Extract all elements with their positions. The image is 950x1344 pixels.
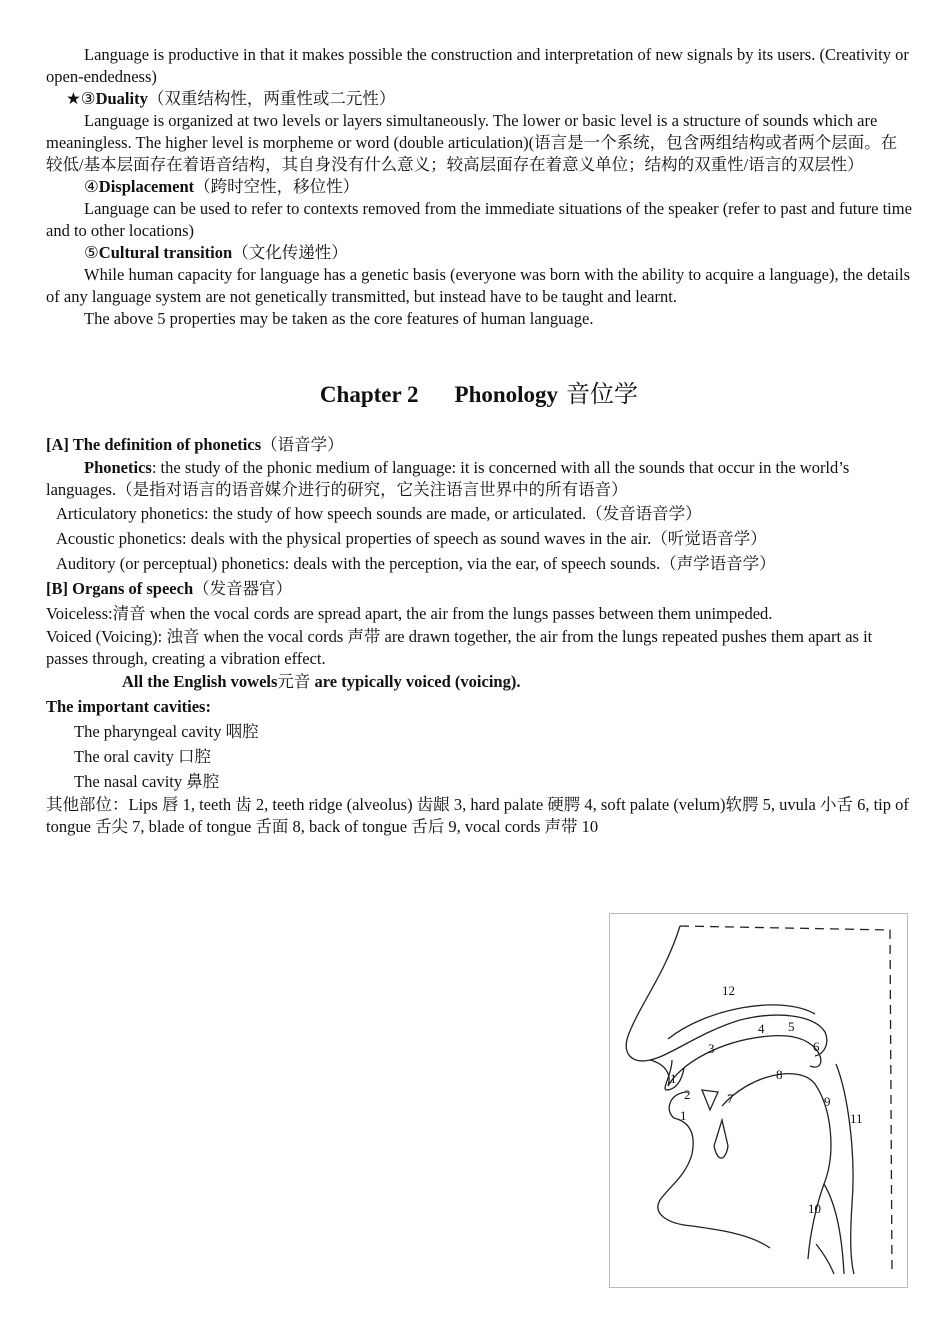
label-6: 6 [813,1039,820,1054]
cultural-title: Cultural transition [98,243,233,262]
displacement-cn: （跨时空性，移位性） [194,177,360,196]
label-12: 12 [722,983,735,998]
label-3: 3 [708,1041,715,1056]
displacement-marker: ④ [84,177,99,196]
label-4: 4 [758,1021,765,1036]
document-page [46,44,912,838]
summary-paragraph: The above 5 properties may be taken as the core features of human language. [84,309,594,328]
section-b-heading [46,576,912,601]
label-5: 5 [788,1019,795,1034]
label-9: 9 [824,1094,831,1109]
label-1-upper: 1 [670,1071,677,1086]
phonetics-text: : the study of the phonic medium of language: it is concerned with all the sounds that occur in the world’s languages.（是指对语言的语音媒介进行的研究，它关注语言世界中的所有语音） [46,458,850,499]
section-b-title: [B] Organs of speech [46,579,194,598]
vowels-note-a: All the English vowels [122,672,278,691]
duality-title: Duality [95,89,148,108]
label-11: 11 [850,1111,863,1126]
chapter-cn: 音位学 [566,382,639,408]
vocal-cords-line [816,1244,834,1274]
vowels-note-b: are typically voiced (voicing). [310,672,521,691]
upper-teeth [702,1090,718,1110]
cavities-heading: The important cavities: [46,697,211,716]
section-a-cn: （语音学） [261,435,344,454]
cultural-cn: （文化传递性） [232,243,348,262]
duality-heading [46,88,912,110]
speech-organs-diagram [609,913,908,1288]
other-parts-paragraph: 其他部位：Lips 唇 1, teeth 齿 2, teeth ridge (alveolus) 齿龈 3, hard palate 硬腭 4, soft palate (velum)软腭 5, uvula 小舌 6, tip of tongue 舌尖 7, blade of tongue 舌面 8, back of tongue 舌后 9, vocal cords 声带 10 [46,795,909,836]
section-b-cn: （发音器官） [193,579,293,598]
label-7: 7 [727,1091,734,1106]
branch-articulatory: Articulatory phonetics: the study of how speech sounds are made, or articulated.（发音语音学） [56,504,702,523]
section-a-title: [A] The definition of phonetics [46,435,262,454]
label-8: 8 [776,1067,783,1082]
branch-acoustic: Acoustic phonetics: deals with the physical properties of speech as sound waves in the air.（听觉语音学） [56,529,767,548]
lower-teeth [714,1120,728,1158]
duality-marker: ★③ [66,89,96,108]
lower-jaw-outline [658,1092,770,1248]
head-outline-dashed [680,926,892,1274]
displacement-paragraph: Language can be used to refer to contexts removed from the immediate situations of the speaker (refer to past and future time and to other locations) [46,199,912,240]
voiced-paragraph: Voiced (Voicing): 浊音 when the vocal cords 声带 are drawn together, the air from the lungs repeated pushes them apart as it passes through, creating a vibration effect. [46,627,873,668]
label-10: 10 [808,1201,821,1216]
duality-paragraph: Language is organized at two levels or layers simultaneously. The lower or basic level is a structure of sounds which are meaningless. The higher level is morpheme or word (double articulation)(语言是一个系统，包含两组结构或者两个层面。在较低/基本层面存在着语音结构，其自身没有什么意义；较高层面存在着意义单位；结构的双重性/语言的双层性） [46,111,898,174]
cultural-paragraph: While human capacity for language has a genetic basis (everyone was born with the ability to acquire a language), the details of any language system are not genetically transmitted, but instead have to be taught and learnt. [46,265,911,306]
chapter-title [46,380,912,410]
vowels-note [46,670,912,694]
productivity-paragraph: Language is productive in that it makes possible the construction and interpretation of new signals by its users. (Creativity or open-endedness) [46,45,909,86]
section-a-heading [46,432,912,457]
chapter-number: Chapter 2 [319,382,419,407]
speech-organs-svg [610,914,907,1287]
label-1-lower: 1 [680,1108,687,1123]
cultural-marker: ⑤ [84,243,99,262]
cavity-oral: The oral cavity 口腔 [74,747,211,766]
phonetics-term: Phonetics [84,458,152,477]
voiceless-line: Voiceless:清音 when the vocal cords are spread apart, the air from the lungs passes between them unimpeded. [46,604,773,623]
branch-auditory: Auditory (or perceptual) phonetics: deals with the perception, via the ear, of speech sounds.（声学语音学） [56,554,776,573]
cavity-pharyngeal: The pharyngeal cavity 咽腔 [74,722,259,741]
displacement-heading [46,176,912,198]
pharynx-back-wall [836,1064,854,1274]
chapter-name: Phonology [454,382,559,407]
phonetics-definition [46,457,912,501]
displacement-title: Displacement [98,177,195,196]
label-2: 2 [684,1087,691,1102]
cavity-nasal: The nasal cavity 鼻腔 [74,772,220,791]
tongue-outline [722,1074,831,1259]
vowels-note-cn: 元音 [277,672,311,691]
cultural-heading [46,242,912,264]
duality-cn: （双重结构性，两重性或二元性） [147,89,396,108]
